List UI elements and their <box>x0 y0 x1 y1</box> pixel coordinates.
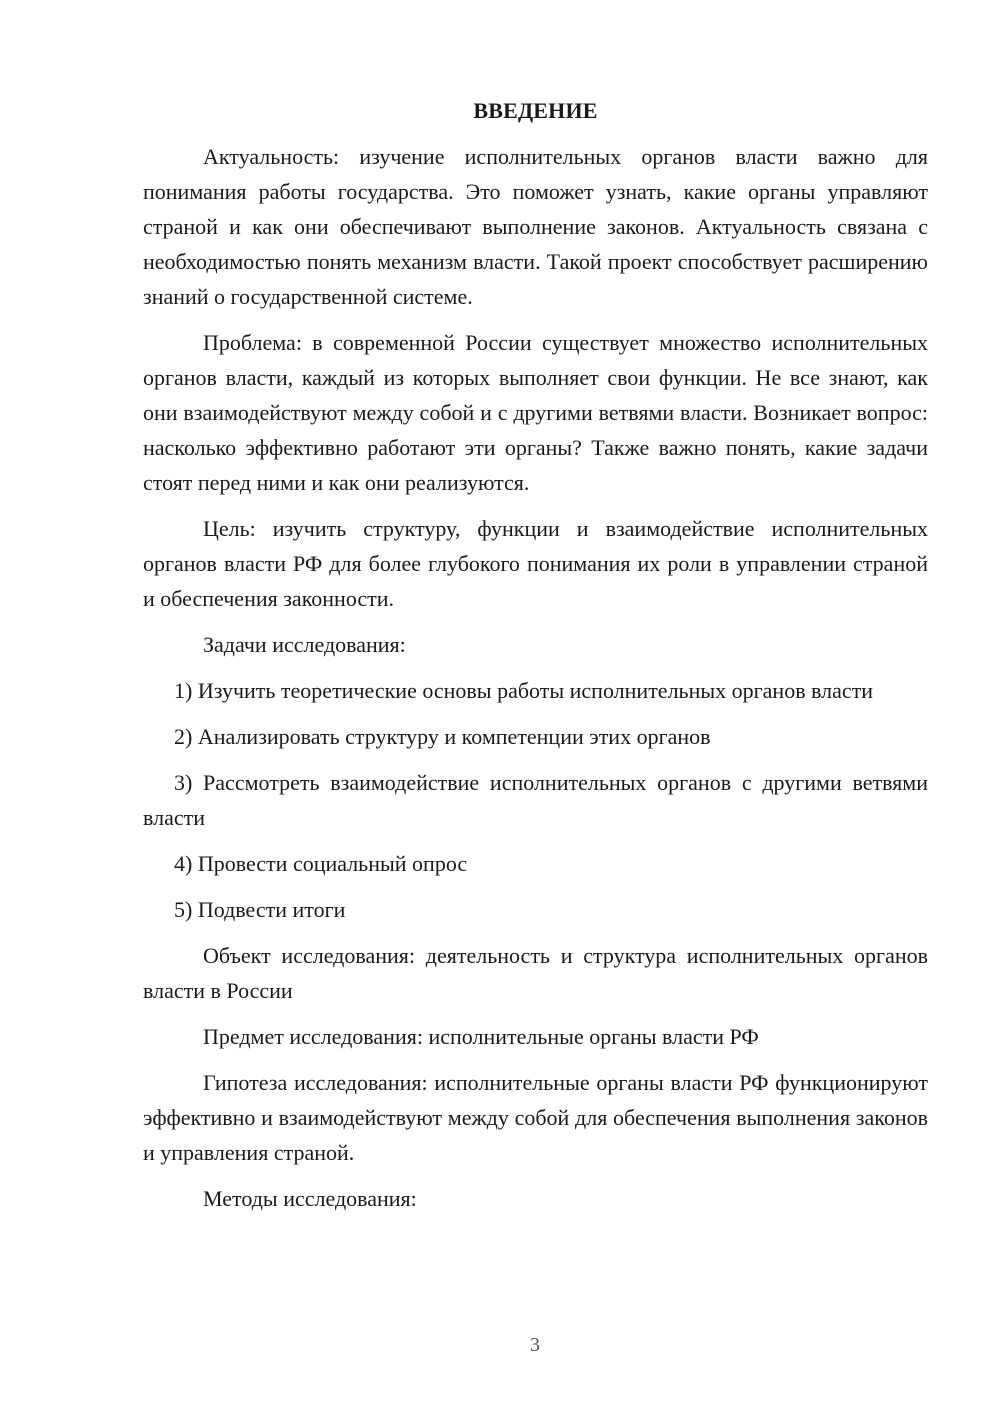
subject-paragraph: Предмет исследования: исполнительные органы власти РФ <box>203 1024 759 1049</box>
task-item-4: 4) Провести социальный опрос <box>174 851 468 876</box>
task-item-5: 5) Подвести итоги <box>174 897 346 922</box>
hypothesis-paragraph: Гипотеза исследования: исполнительные органы власти РФ функционируют эффективно и взаимодействуют между собой для обеспечения выполнения законов и управления страной. <box>143 1070 928 1165</box>
document-title: ВВЕДЕНИЕ <box>473 98 598 123</box>
relevance-paragraph: Актуальность: изучение исполнительных органов власти важно для понимания работы государства. Это поможет узнать, какие органы управляют страной и как они обеспечивают выполнение законов. Актуальность связана с необходимостью понять механизм власти. Такой проект способствует расширению знаний о государственной системе. <box>143 144 928 309</box>
problem-paragraph: Проблема: в современной России существует множество исполнительных органов власти, каждый из которых выполняет свои функции. Не все знают, как они взаимодействуют между собой и с другими ветвями власти. Возникает вопрос: насколько эффективно работают эти органы? Также важно понять, какие задачи стоят перед ними и как они реализуются. <box>143 330 928 495</box>
goal-paragraph: Цель: изучить структуру, функции и взаимодействие исполнительных органов власти РФ для более глубокого понимания их роли в управлении страной и обеспечения законности. <box>143 516 928 611</box>
page-number: 3 <box>530 1334 540 1356</box>
task-item-1: 1) Изучить теоретические основы работы исполнительных органов власти <box>174 678 874 703</box>
task-item-2: 2) Анализировать структуру и компетенции этих органов <box>174 724 711 749</box>
page-content <box>143 95 928 1227</box>
object-paragraph: Объект исследования: деятельность и структура исполнительных органов власти в России <box>143 943 928 1003</box>
tasks-list <box>143 673 928 927</box>
tasks-heading: Задачи исследования: <box>203 632 406 657</box>
task-item-3: 3) Рассмотреть взаимодействие исполнительных органов с другими ветвями власти <box>143 770 928 830</box>
methods-heading: Методы исследования: <box>203 1186 417 1211</box>
